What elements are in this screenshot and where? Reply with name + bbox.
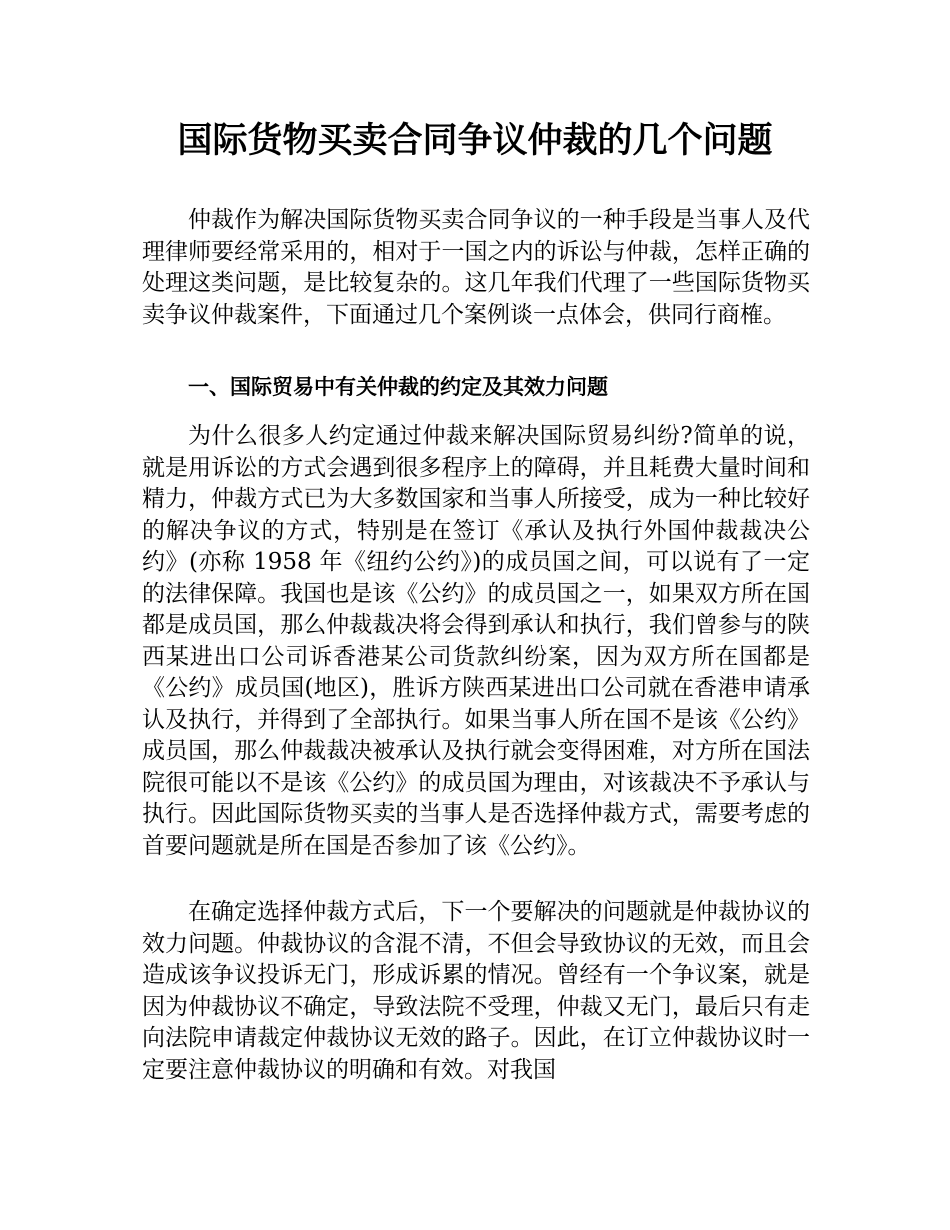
paragraph-agreement-validity: 在确定选择仲裁方式后，下一个要解决的问题就是仲裁协议的效力问题。仲裁协议的含混不清，不但会导致协议的无效，而且会造成该争议投诉无门，形成诉累的情况。曾经有一个争议案，就是因为仲裁协议不确定，导致法院不受理，仲裁又无门，最后只有走向法院申请裁定仲裁协议无效的路子。因此，在订立仲裁协议时一定要注意仲裁协议的明确和有效。对我国 <box>142 899 810 1083</box>
paragraph-why-arbitration: 为什么很多人约定通过仲裁来解决国际贸易纠纷?简单的说，就是用诉讼的方式会遇到很多程序上的障碍，并且耗费大量时间和精力，仲裁方式已为大多数国家和当事人所接受，成为一种比较好的解决争议的方式，特别是在签订《承认及执行外国仲裁裁决公约》(亦称 1958 年《纽约公约》)的成员国之间，可以说有了一定的法律保障。我国也是该《公约》的成员国之一，如果双方所在国都是成员国，那么仲裁裁决将会得到承认和执行，我们曾参与的陕西某进出口公司诉香港某公司货款纠纷案，因为双方所在国都是《公约》成员国(地区)，胜诉方陕西某进出口公司就在香港申请承认及执行，并得到了全部执行。如果当事人所在国不是该《公约》成员国，那么仲裁裁决被承认及执行就会变得困难，对方所在国法院很可能以不是该《公约》的成员国为理由，对该裁决不予承认与执行。因此国际货物买卖的当事人是否选择仲裁方式，需要考虑的首要问题就是所在国是否参加了该《公约》。 <box>142 423 810 859</box>
document-title: 国际货物买卖合同争议仲裁的几个问题 <box>177 121 773 161</box>
paragraph-intro: 仲裁作为解决国际货物买卖合同争议的一种手段是当事人及代理律师要经常采用的，相对于一国之内的诉讼与仲裁，怎样正确的处理这类问题，是比较复杂的。这几年我们代理了一些国际货物买卖争议仲裁案件，下面通过几个案例谈一点体会，供同行商榷。 <box>142 207 810 328</box>
section-heading-1: 一、国际贸易中有关仲裁的约定及其效力问题 <box>188 375 608 399</box>
